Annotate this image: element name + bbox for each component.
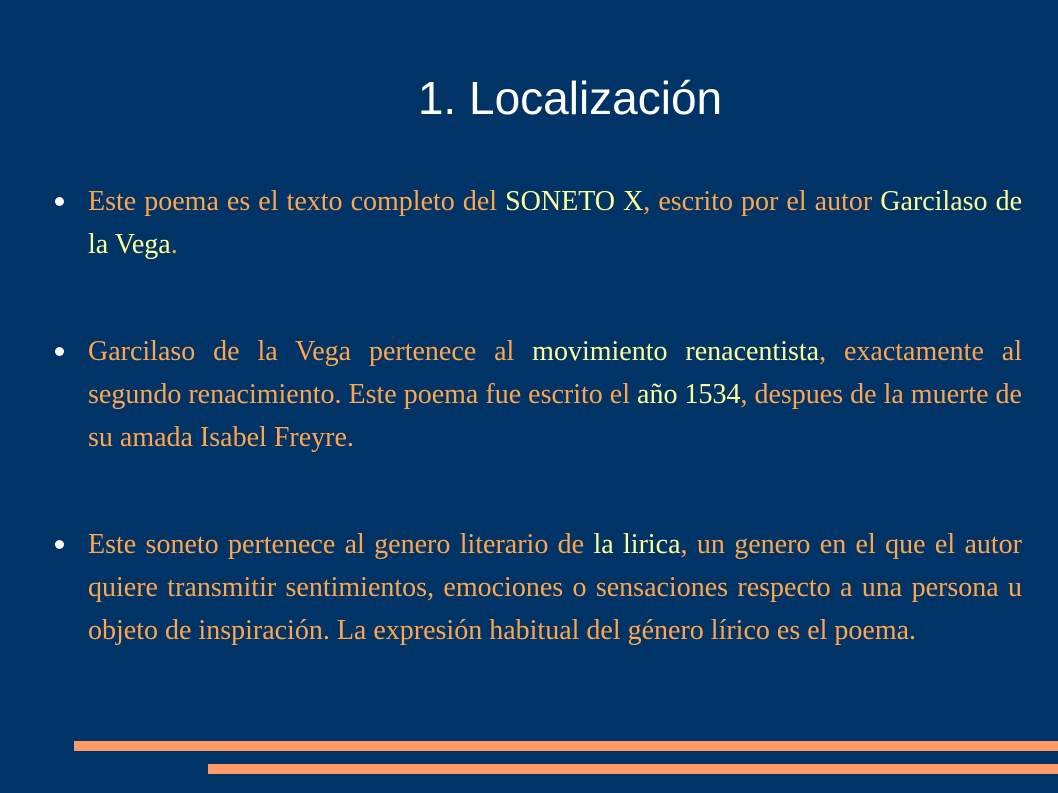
slide-title: 1. Localización bbox=[417, 72, 723, 124]
highlighted-term: SONETO X bbox=[505, 186, 644, 217]
highlighted-term: año 1534 bbox=[637, 379, 741, 410]
bullet-text bbox=[88, 336, 1022, 453]
highlighted-term: la lirica bbox=[593, 529, 681, 560]
text-segment: Este soneto pertenece al genero literario de bbox=[88, 529, 594, 560]
text-segment: , despues de la muerte de su amada Isabel Freyre. bbox=[88, 379, 1022, 453]
highlighted-term: movimiento renacentista bbox=[532, 336, 820, 367]
bullet-item bbox=[40, 180, 1022, 266]
bullet-dot-icon bbox=[55, 540, 64, 549]
bullet-item bbox=[40, 523, 1022, 652]
bullet-dot-icon bbox=[55, 197, 64, 206]
bullet-list bbox=[40, 180, 1022, 652]
text-segment: Este poema es el texto completo del bbox=[88, 186, 506, 217]
bullet-dot-icon bbox=[55, 347, 64, 356]
accent-bar-top bbox=[74, 741, 1058, 751]
bullet-text bbox=[88, 529, 1022, 646]
bullet-item bbox=[40, 330, 1022, 459]
highlighted-term: Garcilaso de la Vega bbox=[88, 186, 1022, 260]
text-segment: , exactamente al segundo renacimiento. Este poema fue escrito el bbox=[88, 336, 1022, 410]
text-segment: . bbox=[170, 229, 178, 260]
text-segment: , un genero en el que el autor quiere transmitir sentimientos, emociones o sensaciones respecto a una persona u objeto de inspiración. La expresión habitual del género lírico es el poema. bbox=[88, 529, 1022, 646]
text-segment: , escrito por el autor bbox=[643, 186, 881, 217]
bullet-text bbox=[88, 186, 1022, 260]
accent-bar-bottom bbox=[208, 764, 1058, 774]
text-segment: Garcilaso de la Vega pertenece al bbox=[88, 336, 533, 367]
